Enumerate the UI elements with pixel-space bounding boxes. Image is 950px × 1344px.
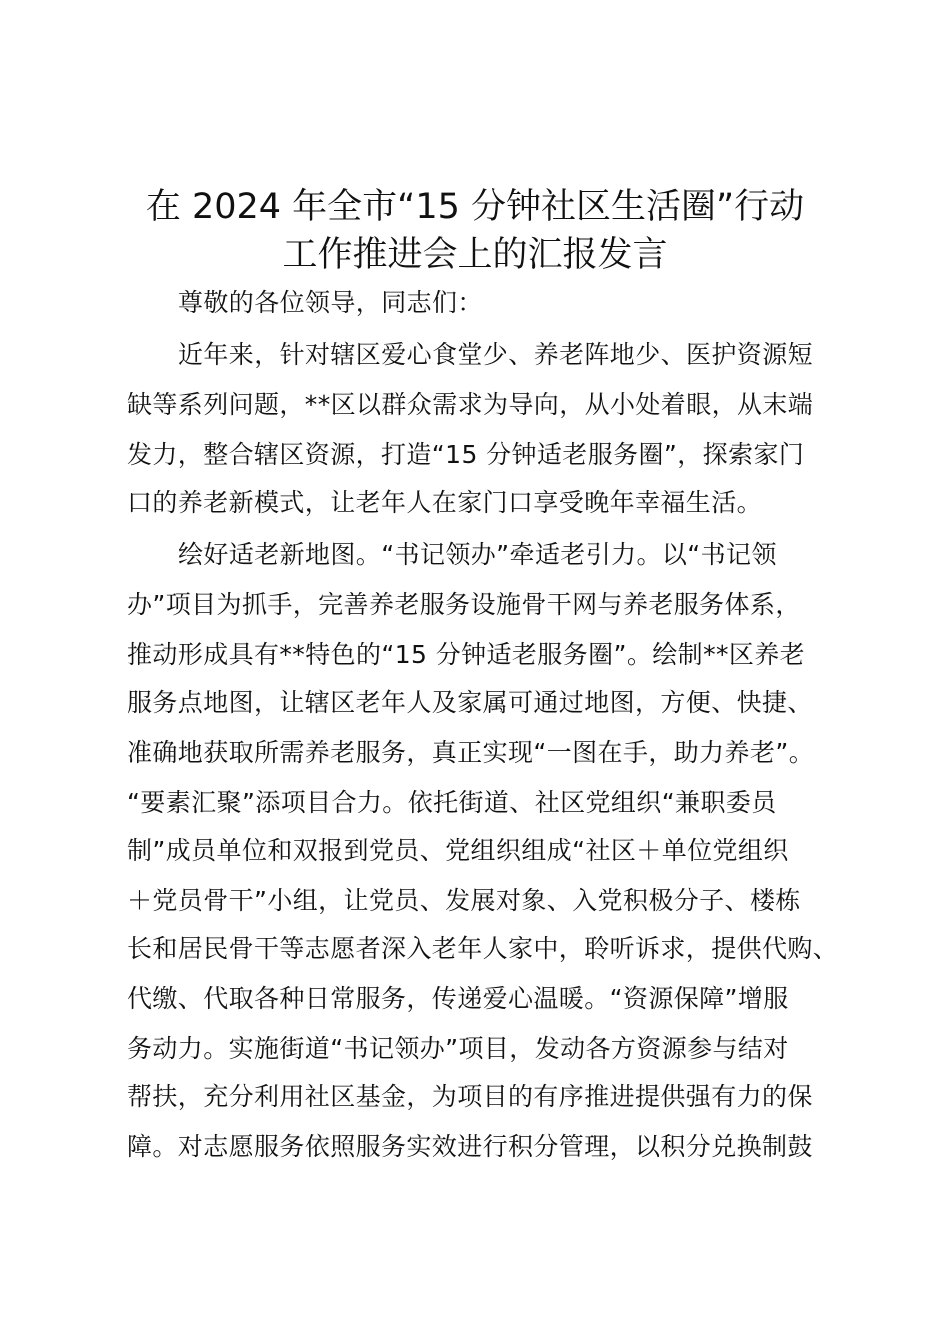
paragraph-line: 务动力。实施街道“书记领办”项目，发动各方资源参与结对	[127, 1034, 789, 1063]
paragraph-line: 口的养老新模式，让老年人在家门口享受晚年幸福生活。	[127, 488, 763, 517]
paragraph-line: “要素汇聚”添项目合力。依托街道、社区党组织“兼职委员	[127, 788, 777, 817]
paragraph-line: 近年来，针对辖区爱心食堂少、养老阵地少、医护资源短	[178, 340, 814, 369]
paragraph-line: 准确地获取所需养老服务，真正实现“一图在手，助力养老”。	[127, 738, 815, 767]
paragraph-line: 办”项目为抓手，完善养老服务设施骨干网与养老服务体系，	[127, 590, 801, 619]
paragraph-line: ＋党员骨干”小组，让党员、发展对象、入党积极分子、楼栋	[127, 886, 801, 915]
paragraph-line: 发力，整合辖区资源，打造“15 分钟适老服务圈”，探索家门	[127, 440, 805, 469]
paragraph-line: 服务点地图，让辖区老年人及家属可通过地图，方便、快捷、	[127, 688, 813, 717]
paragraph-line: 代缴、代取各种日常服务，传递爱心温暖。“资源保障”增服	[127, 984, 789, 1013]
paragraph-line: 长和居民骨干等志愿者深入老年人家中，聆听诉求，提供代购、	[127, 934, 839, 963]
paragraph-line: 缺等系列问题，**区以群众需求为导向，从小处着眼，从末端	[127, 390, 814, 419]
document-title-line-2: 工作推进会上的汇报发言	[282, 235, 668, 275]
salutation: 尊敬的各位领导，同志们：	[178, 288, 483, 317]
paragraph-line: 绘好适老新地图。“书记领办”牵适老引力。以“书记领	[178, 540, 777, 569]
paragraph-line: 制”成员单位和双报到党员、党组织组成“社区＋单位党组织	[127, 836, 789, 865]
paragraph-line: 帮扶，充分利用社区基金，为项目的有序推进提供强有力的保	[127, 1082, 813, 1111]
paragraph-line: 推动形成具有**特色的“15 分钟适老服务圈”。绘制**区养老	[127, 640, 806, 669]
paragraph-line: 障。对志愿服务依照服务实效进行积分管理，以积分兑换制鼓	[127, 1132, 813, 1161]
document-title-line-1: 在 2024 年全市“15 分钟社区生活圈”行动	[145, 187, 805, 227]
